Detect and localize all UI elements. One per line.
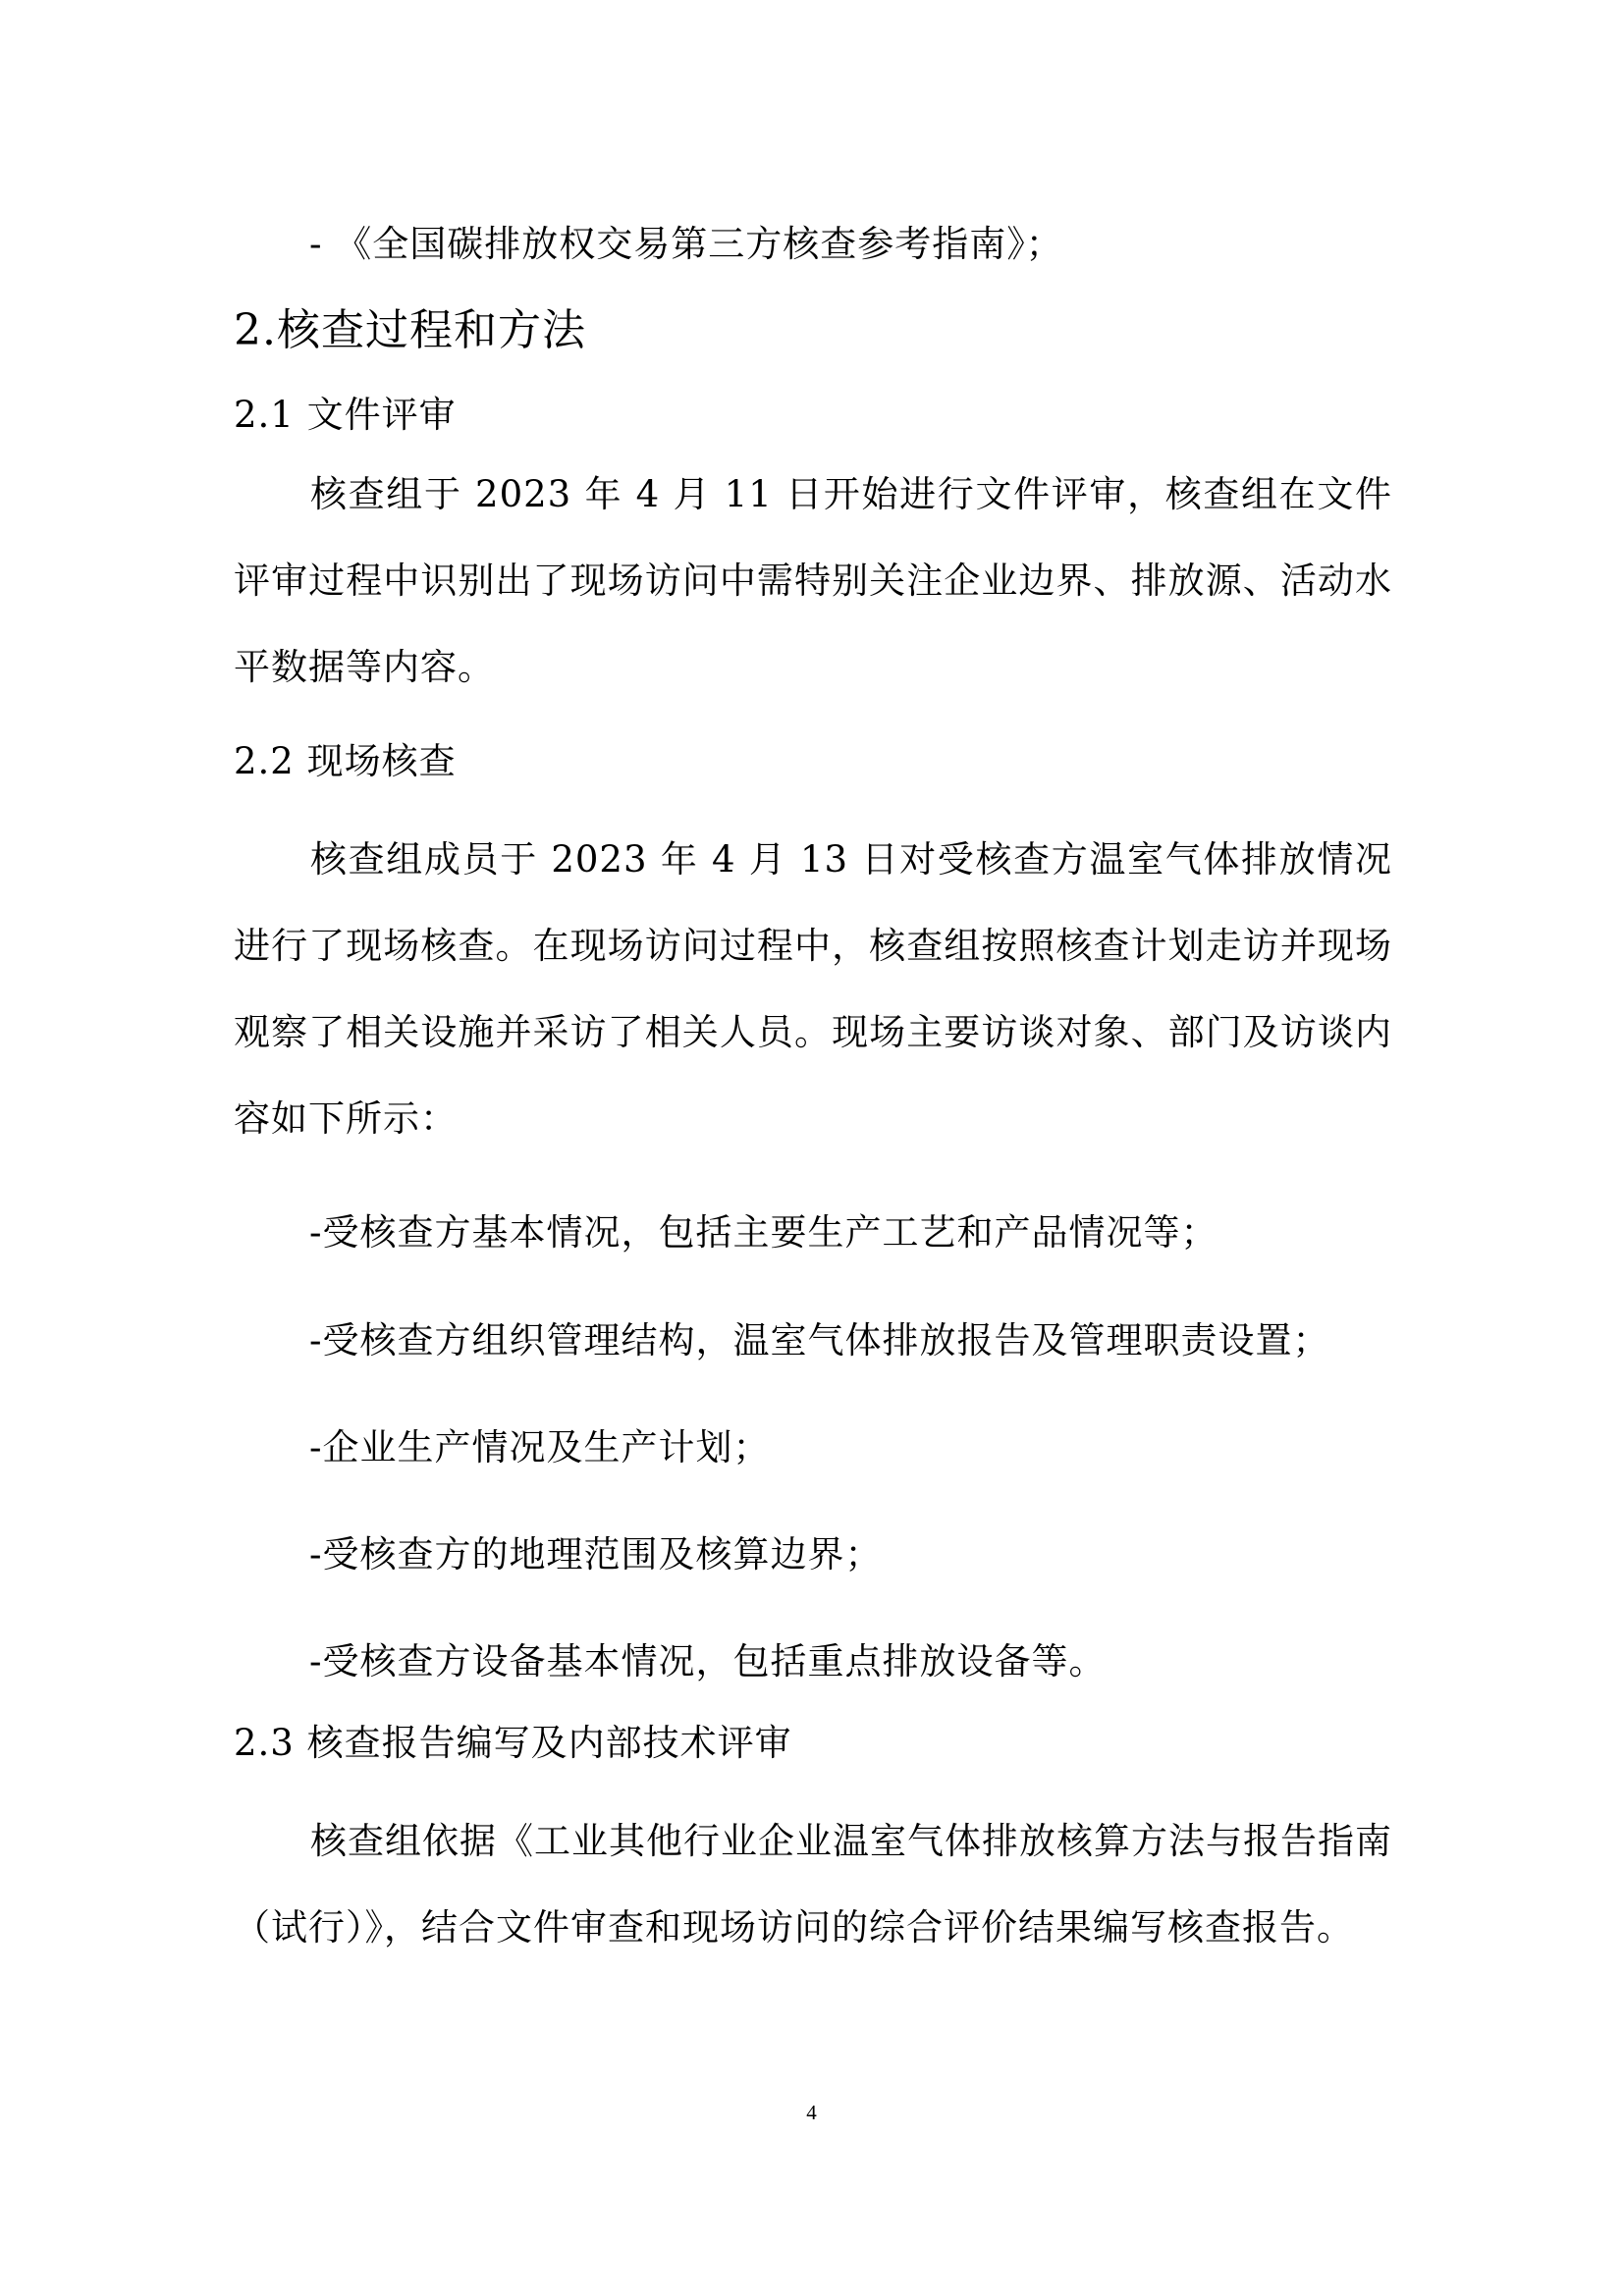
- section-2-1-heading: 2.1 文件评审: [234, 394, 457, 436]
- section-2-3-heading: 2.3 核查报告编写及内部技术评审: [234, 1722, 792, 1764]
- section-2-2-paragraph: 核查组成员于 2023 年 4 月 13 日对受核查方温室气体排放情况进行了现场核查。在现场访问过程中，核查组按照核查计划走访并现场观察了相关设施并采访了相关人员。现场主要访谈对象、部门及访谈内容如下所示：: [234, 838, 1392, 1140]
- page-number: 4: [806, 2101, 817, 2124]
- list-item: -受核查方组织管理结构，温室气体排放报告及管理职责设置；: [309, 1319, 1330, 1362]
- list-item: -受核查方设备基本情况，包括重点排放设备等。: [309, 1640, 1107, 1682]
- section-2-heading: 2.核查过程和方法: [234, 305, 586, 355]
- list-item: -受核查方的地理范围及核算边界；: [309, 1533, 883, 1575]
- list-item: -受核查方基本情况，包括主要生产工艺和产品情况等；: [309, 1211, 1218, 1254]
- section-2-1-paragraph: 核查组于 2023 年 4 月 11 日开始进行文件评审，核查组在文件评审过程中识别出了现场访问中需特别关注企业边界、排放源、活动水平数据等内容。: [234, 473, 1392, 688]
- list-item: -企业生产情况及生产计划；: [309, 1426, 771, 1468]
- section-2-2-heading: 2.2 现场核查: [234, 740, 457, 782]
- intro-bullet: - 《全国碳排放权交易第三方核查参考指南》；: [309, 223, 1063, 265]
- section-2-3-paragraph: 核查组依据《工业其他行业企业温室气体排放核算方法与报告指南（试行）》，结合文件审查和现场访问的综合评价结果编写核查报告。: [234, 1820, 1392, 1949]
